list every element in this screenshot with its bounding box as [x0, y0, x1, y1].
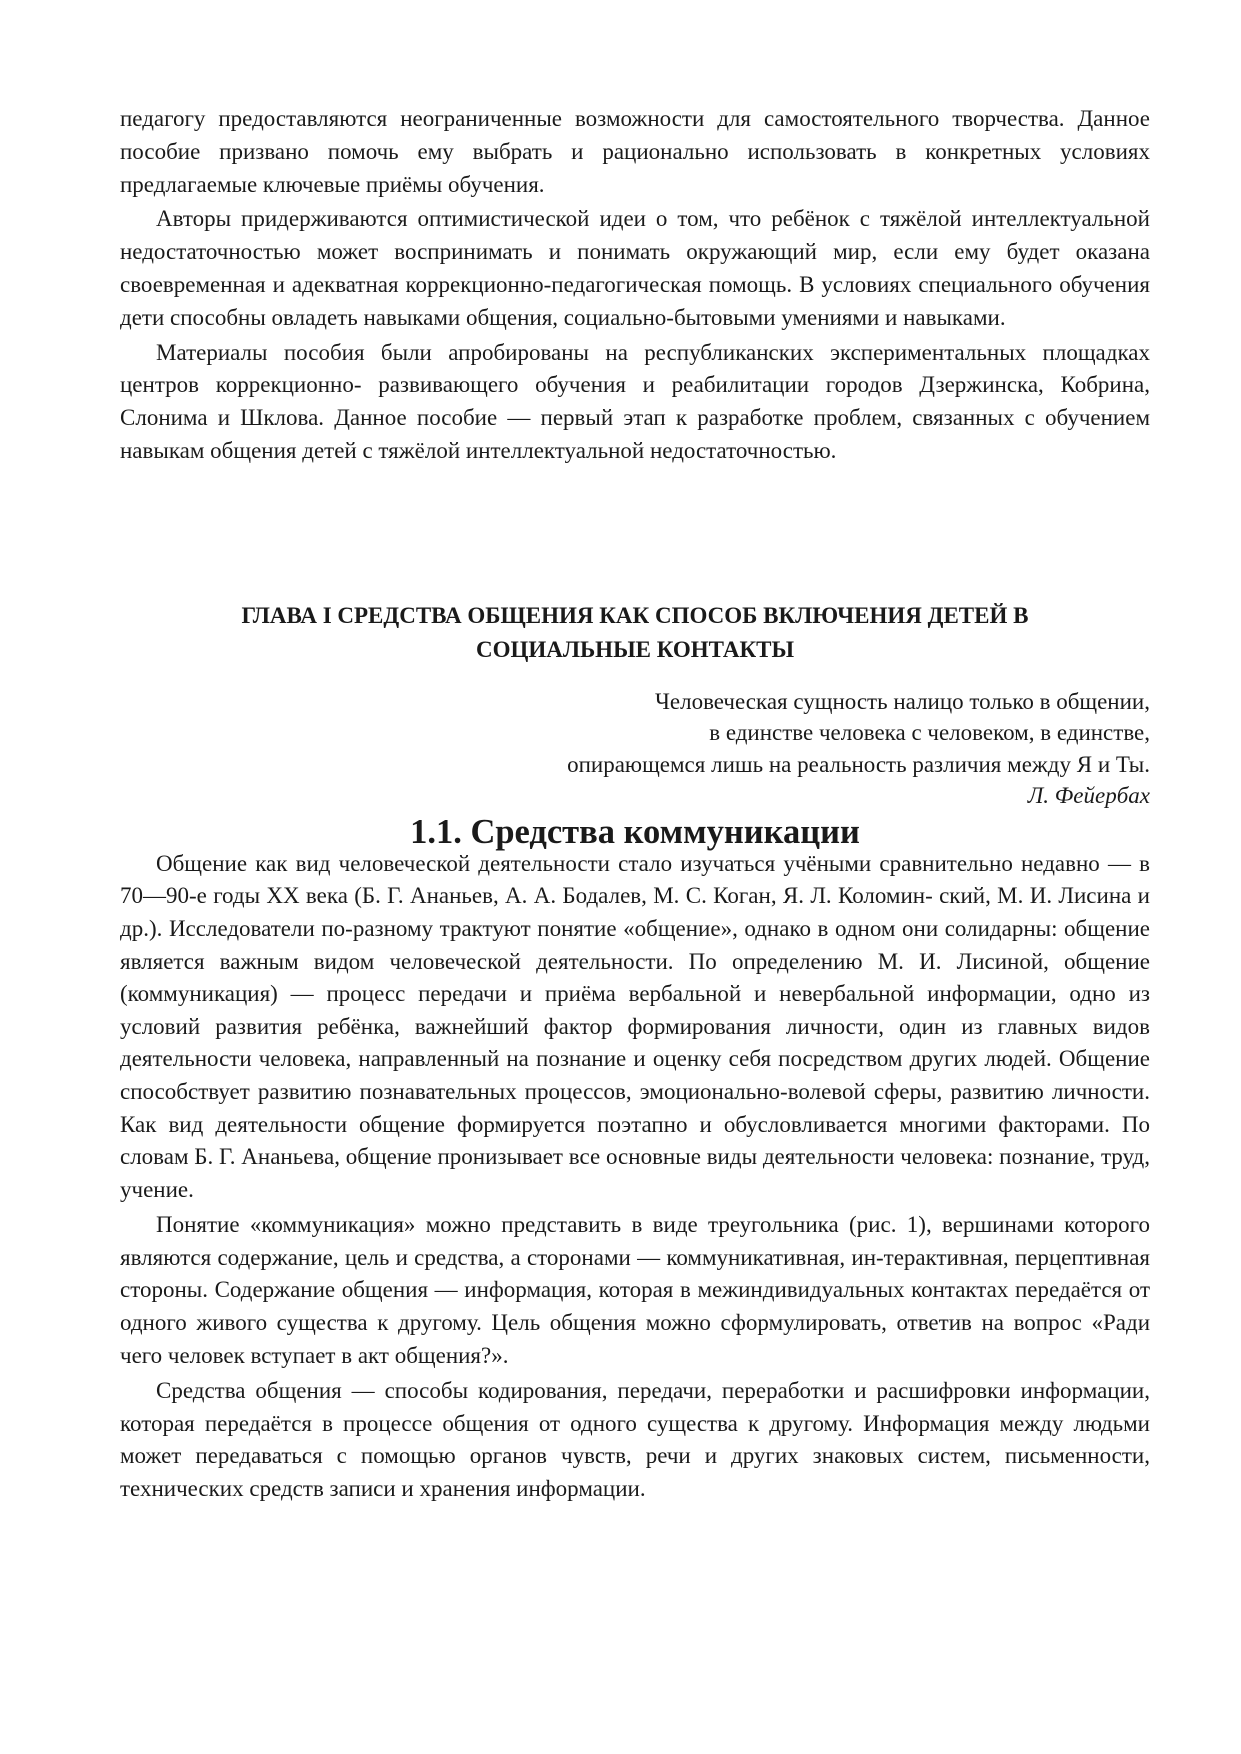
section-paragraph-2: Понятие «коммуникация» можно представить в виде треугольника (рис. 1), вершинами которого являются содержание, цель и средства, а сторонами — коммуникативная, ин-терактивная, перцептивная стороны. Содержание общения — информация, которая в межиндивидуальных контактах передаётся от одного живого существа к другому. Цель общения можно сформулировать, ответив на вопрос «Ради чего человек вступает в акт общения?». — [120, 1212, 1150, 1368]
intro-paragraph-2: Авторы придерживаются оптимистической идеи о том, что ребёнок с тяжёлой интеллектуальной недостаточностью может воспринимать и понимать окружающий мир, если ему будет оказана своевременная и адекватная коррекционно-педагогическая помощь. В условиях специального обучения дети способны овладеть навыками общения, социально-бытовыми умениями и навыками. — [120, 206, 1150, 330]
section-title: 1.1. Средства коммуникации — [410, 812, 860, 851]
section-paragraph-3: Средства общения — способы кодирования, передачи, переработки и расшифровки информации, которая передаётся в процессе общения от одного существа к другому. Информация между людьми может передаваться с помощью органов чувств, речи и других знаковых систем, письменности, технических средств записи и хранения информации. — [120, 1378, 1150, 1502]
epigraph-line-1: Человеческая сущность налицо только в общении, — [654, 688, 1150, 714]
section-paragraph-1: Общение как вид человеческой деятельности стало изучаться учёными сравнительно недавно — в 70—90-е годы XX века (Б. Г. Ананьев, А. А. Бодалев, М. С. Коган, Я. Л. Коломин- ский, М. И. Лисина и др.). Исследователи по-разному трактуют понятие «общение», однако в одном они солидарны: общение является важным видом человеческой деятельности. По определению М. И. Лисиной, общение (коммуникация) — процесс передачи и приёма вербальной и невербальной информации, одно из условий развития ребёнка, важнейший фактор формирования личности, один из главных видов деятельности человека, направленный на познание и оценку себя посредством других людей. Общение способствует развитию познавательных процессов, эмоционально-волевой сферы, развитию личности. Как вид деятельности общение формируется поэтапно и обусловливается многими факторами. По словам Б. Г. Ананьева, общение пронизывает все основные виды деятельности человека: познание, труд, учение. — [120, 850, 1150, 1202]
epigraph — [120, 686, 1150, 812]
intro-paragraph-3: Материалы пособия были апробированы на республиканских экспериментальных площадках центров коррекционно- развивающего обучения и реабилитации городов Дзержинска, Кобрина, Слонима и Шклова. Данное пособие — первый этап к разработке проблем, связанных с обучением навыкам общения детей с тяжёлой интеллектуальной недостаточностью. — [120, 339, 1150, 463]
epigraph-author: Л. Фейербах — [1027, 783, 1150, 809]
epigraph-line-3: опирающемся лишь на реальность различия между Я и Ты. — [567, 751, 1150, 777]
document-page — [120, 103, 1150, 1506]
section-body — [120, 848, 1150, 1506]
chapter-title-line-2: СОЦИАЛЬНЫЕ КОНТАКТЫ — [475, 636, 795, 662]
intro-block — [120, 103, 1150, 468]
intro-paragraph-1: педагогу предоставляются неограниченные возможности для самостоятельного творчества. Данное пособие призвано помочь ему выбрать и рационально использовать в конкретных условиях предлагаемые ключевые приёмы обучения. — [120, 106, 1150, 197]
epigraph-line-2: в единстве человека с человеком, в единстве, — [709, 720, 1150, 746]
chapter-title — [120, 599, 1150, 667]
chapter-title-line-1: ГЛАВА I СРЕДСТВА ОБЩЕНИЯ КАК СПОСОБ ВКЛЮЧЕНИЯ ДЕТЕЙ В — [241, 602, 1029, 628]
